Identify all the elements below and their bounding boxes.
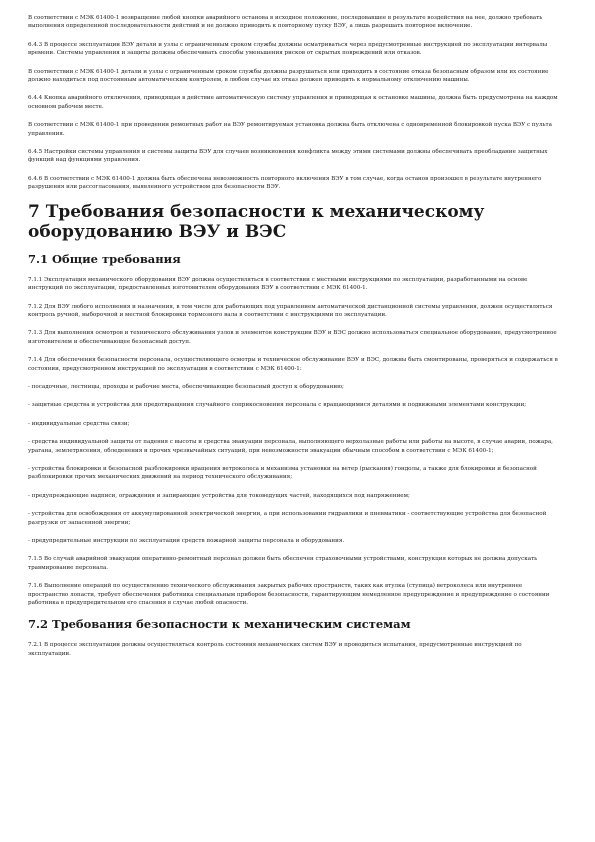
- subsection-7-2-heading: 7.2 Требования безопасности к механическим системам: [28, 617, 411, 632]
- list-item: - защитные средства и устройства для предотвращения случайного соприкосновения персонала с вращающимися деталями и подвижными элементами конструкции;: [28, 402, 527, 409]
- list-item: - предупреждающие надписи, ограждения и запирающие устройства для токоведущих частей, находящихся под напряжением;: [28, 492, 410, 499]
- paragraph: 6.4.3 В процессе эксплуатации ВЭУ детали и узлы с ограниченным сроком службы должны осматриваться через предусмотренные инструкцией по эксплуатации интервалы времени. Системы управления и защиты должны обеспечивать способы уменьшения рисков от скрытых повреждений или отказов.: [28, 41, 548, 57]
- list-item: - устройства блокировки и безопасной разблокировки вращения ветроколеса и механизма установки на ветер (рыскания) гондолы, а также для блокировки и безопасной разблокировки прочих механических движений на период технического обслуживания;: [28, 465, 537, 481]
- paragraph: 7.1.6 Выполнение операций по осуществлению технического обслуживания закрытых рабочих пространств, таких как втулка (ступица) ветроколеса или внутреннее пространство лопасти, требует обеспечения работника специальным прибором безопасности, гарантирующим немедленное предупреждение и предупреждение о состоянии работника в предупредительном его спасения в случае любой опасности.: [28, 583, 550, 607]
- top-sections: [28, 14, 563, 192]
- subsection-7-1-heading: 7.1 Общие требования: [28, 251, 181, 266]
- paragraph: 7.1.1 Эксплуатация механического оборудования ВЭУ должна осуществляться в соответствии с местными инструкциями по эксплуатации, разработанными на основе инструкций по эксплуатации, предоставленных изготовителем оборудования ВЭУ в соответствии с МЭК 61400-1.: [28, 276, 528, 292]
- subsection-7-1-body-continued: [28, 555, 563, 607]
- list-item: - средства индивидуальной защиты от падения с высоты и средства эвакуации персонала, выполняющего верхолазные работы или работы на высоте, в случае аварии, пожара, урагана, землетрясения, обледенения и прочих чрезвычайных ситуаций, при невозможности эвакуации обычным способом в соответствии с МЭК 61400-1;: [28, 439, 553, 454]
- paragraph: 7.1.3 Для выполнения осмотров и технического обслуживания узлов и элементов конструкции ВЭУ и ВЭС должно использоваться специальное оборудование, предусмотренное изготовителем и обеспечивающее безопасный доступ.: [28, 330, 557, 345]
- paragraph: 7.1.2 Для ВЭУ любого исполнения и назначения, в том числе для работающих под управлением автоматической дистанционной системы управления, должен осуществляться контроль ручной, выборочной и местной блокировки тормозного вала в соответствии с инструкциями по эксплуатации.: [28, 303, 553, 318]
- paragraph: В соответствии с МЭК 61400-1 возвращение любой кнопки аварийного останова в исходное положение, последовавшее в результате воздействия на нее, должно требовать выполнения определенной последовательности действий и не должно приводить к повторному пуску ВЭУ, а лишь разрешать повторное включение.: [28, 15, 543, 30]
- list-item: - предупредительные инструкции по эксплуатации средств пожарной защиты персонала и оборудования.: [28, 538, 345, 544]
- paragraph: 7.2.1 В процессе эксплуатации должны осуществляться контроль состояния механических систем ВЭУ и проводиться испытания, предусмотренные инструкцией по эксплуатации.: [28, 642, 522, 657]
- subsection-7-1-body: [28, 276, 563, 373]
- section-7-heading: 7 Требования безопасности к механическому оборудованию ВЭУ и ВЭС: [28, 201, 485, 242]
- paragraph: 6.4.4 Кнопка аварийного отключения, приводящая в действие автоматическую систему управления и приводящая к остановке машины, должна быть предусмотрена на каждом основном рабочем месте.: [28, 95, 558, 110]
- requirements-list: [28, 383, 563, 545]
- paragraph: В соответствии с МЭК 61400-1 при проведении ремонтных работ на ВЭУ ремонтируемая установка должна быть отключена с одновременной блокировкой пуска ВЭУ с пульта управления.: [28, 122, 552, 137]
- list-item: - устройства для освобождения от аккумулированной электрической энергии, а при использовании гидравлики и пневматики - соответствующие устройства для безопасной разгрузки от запасенной энергии;: [28, 511, 547, 526]
- paragraph: 7.1.5 Во случай аварийной эвакуации оперативно-ремонтный персонал должен быть обеспечен страховочными устройствами, конструкция которых не должна допускать травмирование персонала.: [28, 556, 538, 571]
- paragraph: В соответствии с МЭК 61400-1 детали и узлы с ограниченным сроком службы должны разрушаться или приходить в состояние отказа безопасным образом или их состояние должно находиться под постоянным автоматическим контролем, в любом случае их отказ должен приводить к нормальному отключению машины.: [28, 68, 549, 84]
- paragraph: 7.1.4 Для обеспечения безопасности персонала, осуществляющего осмотры и техническое обслуживание ВЭУ и ВЭС, должны быть смонтированы, проверяться и содержаться в состоянии, предусмотренном инструкцией по эксплуатации в соответствии с МЭК 61400-1:: [28, 357, 558, 372]
- paragraph: 6.4.5 Настройки системы управления и системы защиты ВЭУ для случаев возникновения конфликта между этими системами должны обеспечивать преобладание защитных функций над функциями управления.: [28, 149, 548, 164]
- list-item: - индивидуальные средства связи;: [28, 420, 130, 427]
- list-item: - посадочные, лестницы, проходы и рабочие места, обеспечивающие безопасный доступ к оборудованию;: [28, 383, 344, 390]
- paragraph: 6.4.6 В соответствии с МЭК 61400-1 должна быть обеспечена невозможность повторного включения ВЭУ в том случае, когда останов произошел в результате внутреннего разрушения или рассогласования, выявленного устройством для безопасности ВЭУ.: [28, 175, 542, 191]
- subsection-7-2-body: [28, 641, 563, 658]
